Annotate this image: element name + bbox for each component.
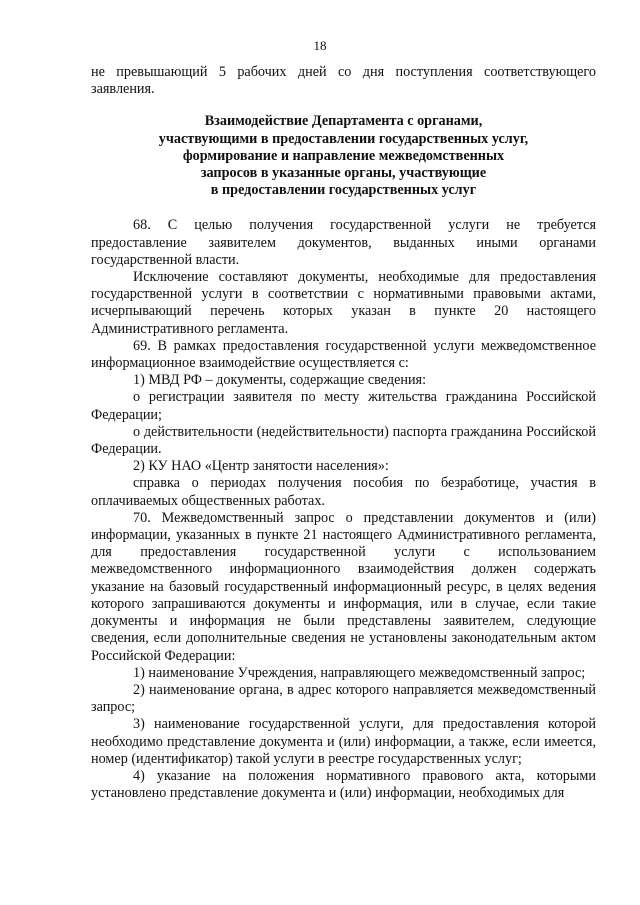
list-subitem: справка о периодах получения пособия по безработице, участия в оплачиваемых общественных работах. (91, 475, 596, 509)
list-item: 1) наименование Учреждения, направляющего межведомственный запрос; (133, 664, 586, 681)
heading-line: формирование и направление межведомственных (182, 147, 505, 164)
list-item: 2) наименование органа, в адрес которого направляется межведомственный запрос; (91, 681, 596, 716)
list-item: 2) КУ НАО «Центр занятости населения»: (133, 458, 389, 475)
list-item: 1) МВД РФ – документы, содержащие сведения: (133, 372, 427, 389)
page-number: 18 (313, 38, 327, 53)
document-body (91, 64, 596, 802)
list-item: 4) указание на положения нормативного правового акта, которыми установлено представление документа и (или) информации, необходимых для (91, 767, 596, 802)
list-subitem: о действительности (недействительности) паспорта гражданина Российской Федерации. (91, 423, 596, 458)
heading-line: Взаимодействие Департамента с органами, (204, 113, 483, 130)
paragraph-exception: Исключение составляют документы, необходимые для предоставления государственной услуги в соответствии с нормативными правовыми актами, исчерпывающий перечень которых указан в пункте 20 настоящего Административного регламента. (91, 269, 596, 337)
heading-line: в предоставлении государственных услуг (210, 182, 477, 199)
heading-line: участвующими в предоставлении государственных услуг, (158, 130, 529, 147)
paragraph-69: 69. В рамках предоставления государственной услуги межведомственное информационное взаимодействие осуществляется с: (91, 337, 596, 372)
intro-paragraph: не превышающий 5 рабочих дней со дня поступления соответствующего заявления. (91, 64, 596, 98)
paragraph-70: 70. Межведомственный запрос о представлении документов и (или) информации, указанных в пункте 21 настоящего Административного регламента, для предоставления государственной услуги с использованием межведомственного информационного взаимодействия должен содержать указание на базовый государственный информационный ресурс, в целях ведения которого запрашиваются документы и информация, или в случае, если такие документы и информация не были представлены заявителем, следующие сведения, если дополнительные сведения не установлены законодательным актом Российской Федерации: (91, 509, 596, 664)
list-item: 3) наименование государственной услуги, для предоставления которой необходимо представление документа и (или) информации, а также, если имеется, номер (идентификатор) такой услуги в реестре государственных услуг; (91, 716, 596, 767)
section-heading (91, 113, 596, 199)
heading-line: запросов в указанные органы, участвующие (200, 165, 487, 182)
paragraph-68: 68. С целью получения государственной услуги не требуется предоставление заявителем документов, выданных иными органами государственной власти. (91, 217, 596, 268)
list-subitem: о регистрации заявителя по месту жительства гражданина Российской Федерации; (91, 389, 596, 423)
